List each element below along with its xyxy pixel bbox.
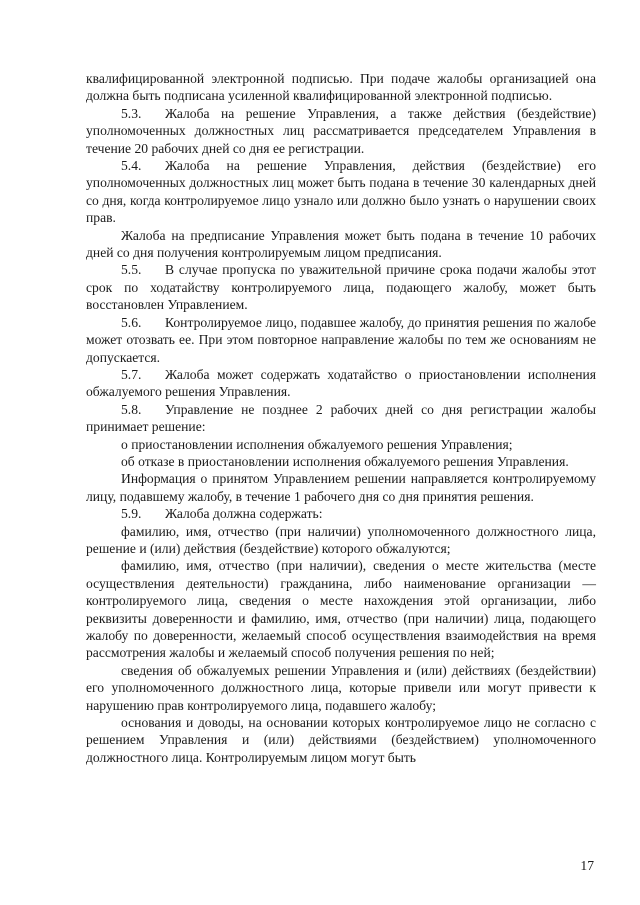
clause-number: 5.4.	[121, 158, 142, 174]
paragraph: фамилию, имя, отчество (при наличии), сведения о месте жительства (месте осуществления деятельности) гражданина, либо наименование организации — контролируемого лица, сведения о месте нахождения этой организации, либо реквизиты доверенности и фамилию, имя, отчество (при наличии) лица, подающего жалобу по доверенности, желаемый способ осуществления взаимодействия на время рассмотрения жалобы и желаемый способ получения решения по ней;	[86, 558, 596, 661]
clause-number: 5.9.	[121, 506, 142, 522]
paragraph: об отказе в приостановлении исполнения обжалуемого решения Управления.	[121, 453, 569, 469]
paragraph: основания и доводы, на основании которых контролируемое лицо не согласно с решением Управления и (или) действиями (бездействием) уполномоченного должностного лица. Контролируемым лицом могут быть	[86, 715, 596, 765]
paragraph: 5.3. Жалоба на решение Управления, а также действия (бездействие) уполномоченных должностных лиц рассматривается председателем Управления в течение 20 рабочих дней со дня ее регистрации.	[86, 105, 596, 156]
paragraph: о приостановлении исполнения обжалуемого решения Управления;	[121, 436, 513, 452]
clause-number: 5.8.	[121, 401, 142, 417]
page-number: 17	[580, 858, 594, 873]
paragraph: 5.7. Жалоба может содержать ходатайство о приостановлении исполнения обжалуемого решения Управления.	[86, 366, 596, 400]
clause-number: 5.6.	[121, 314, 142, 330]
paragraph: 5.8. Управление не позднее 2 рабочих дней со дня регистрации жалобы принимает решение:	[86, 401, 596, 435]
paragraph: 5.9. Жалоба должна содержать:	[121, 506, 323, 522]
paragraph: квалифицированной электронной подписью. При подаче жалобы организацией она должна быть подписана усиленной квалифицированной электронной подписью.	[86, 71, 596, 104]
paragraph: 5.4. Жалоба на решение Управления, действия (бездействие) его уполномоченных должностных лиц может быть подана в течение 30 календарных дней со дня, когда контролируемое лицо узнало или должно было узнать о нарушении своих прав.	[86, 158, 596, 226]
paragraph: фамилию, имя, отчество (при наличии) уполномоченного должностного лица, решение и (или) действия (бездействие) которого обжалуются;	[86, 523, 596, 556]
paragraph: 5.5. В случае пропуска по уважительной причине срока подачи жалобы этот срок по ходатайству контролируемого лица, подающего жалобу, может быть восстановлен Управлением.	[86, 262, 596, 313]
paragraph: Жалоба на предписание Управления может быть подана в течение 10 рабочих дней со дня получения контролируемым лицом предписания.	[86, 227, 596, 261]
clause-number: 5.7.	[121, 366, 142, 382]
clause-number: 5.3.	[121, 105, 142, 121]
paragraph: сведения об обжалуемых решении Управления и (или) действиях (бездействии) его уполномоченного должностного лица, которые привели или могут привести к нарушению прав контролируемого лица, подавшего жалобу;	[86, 662, 596, 713]
paragraph: Информация о принятом Управлением решении направляется контролируемому лицу, подавшему жалобу, в течение 1 рабочего дня со дня принятия решения.	[86, 471, 596, 504]
clause-number: 5.5.	[121, 262, 142, 278]
paragraph: 5.6. Контролируемое лицо, подавшее жалобу, до принятия решения по жалобе может отозвать ее. При этом повторное направление жалобы по тем же основаниям не допускается.	[86, 314, 596, 365]
document-body	[86, 70, 596, 766]
